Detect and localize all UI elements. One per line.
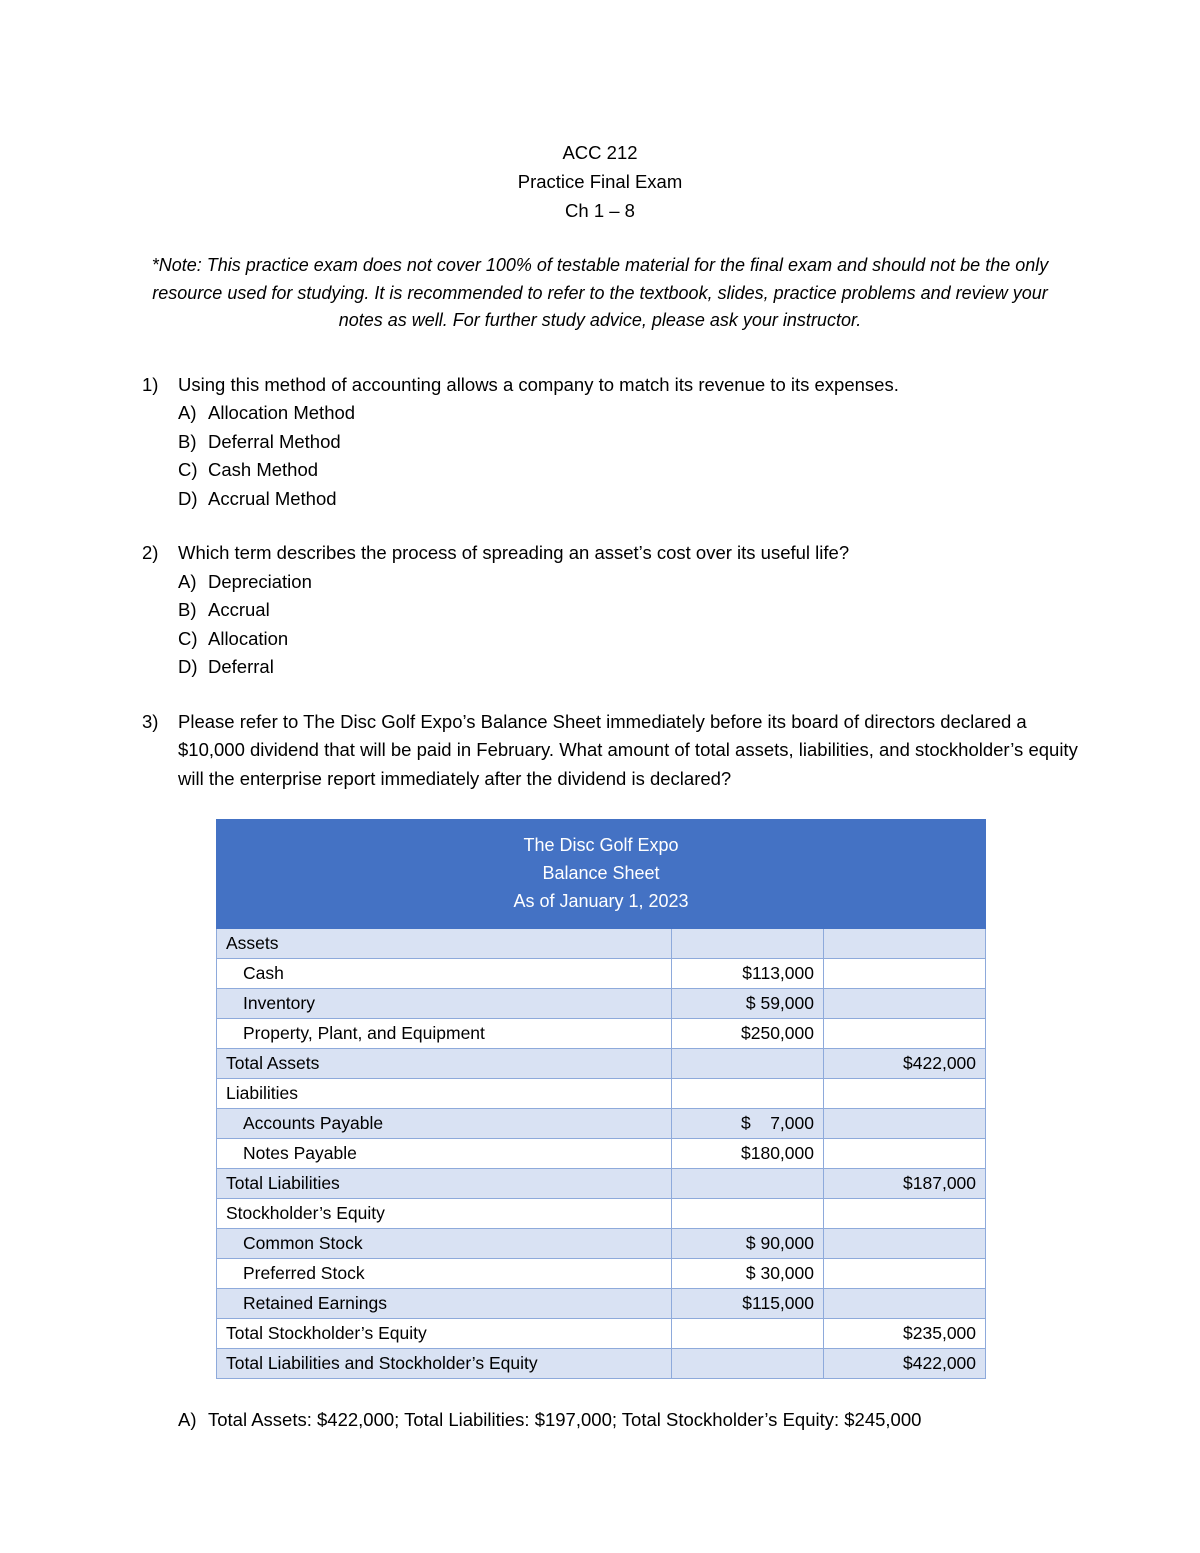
question-1-option-d[interactable]: [0, 485, 1200, 514]
balance-sheet-header-row: [217, 820, 986, 929]
question-3-option-a[interactable]: [0, 1406, 1200, 1435]
row-total: $422,000: [824, 1049, 986, 1079]
option-label: Depreciation: [208, 570, 312, 592]
table-row: [217, 1229, 986, 1259]
row-total: [824, 959, 986, 989]
row-label: Liabilities: [217, 1079, 672, 1109]
row-label: Assets: [217, 929, 672, 959]
document-title-block: [0, 0, 1200, 225]
question-1-option-a[interactable]: [0, 399, 1200, 428]
option-label: Allocation: [208, 627, 289, 649]
row-label: Retained Earnings: [217, 1289, 672, 1319]
row-total: [824, 1019, 986, 1049]
table-row: [217, 1259, 986, 1289]
table-row: [217, 1019, 986, 1049]
question-item-1: [0, 371, 1200, 514]
row-label: Cash: [217, 959, 672, 989]
table-row: [217, 1109, 986, 1139]
option-label: Accrual: [208, 599, 270, 620]
row-amount: [672, 1199, 824, 1229]
question-1-option-b[interactable]: [0, 428, 1200, 457]
option-marker: D): [178, 487, 198, 509]
table-row: [217, 959, 986, 989]
table-row: [217, 1139, 986, 1169]
row-total: $235,000: [824, 1319, 986, 1349]
row-total: [824, 1079, 986, 1109]
option-label: Accrual Method: [208, 487, 337, 509]
table-row: [217, 929, 986, 959]
row-total: [824, 1229, 986, 1259]
title-line-chapters: Ch 1 – 8: [565, 200, 635, 221]
title-line-course: ACC 212: [562, 142, 638, 163]
question-2-text: Which term describes the process of spreading an asset’s cost over its useful life?: [178, 542, 850, 563]
option-label: Cash Method: [208, 459, 319, 480]
header-statement-type: Balance Sheet: [542, 863, 660, 883]
question-3-text: Please refer to The Disc Golf Expo’s Balance Sheet immediately before its board of directors declared a $10,000 dividend that will be paid in February. What amount of total assets, liabilities, and stockholder’s equity will the enterprise report immediately after the dividend is declared?: [178, 710, 1078, 789]
row-amount: [672, 1049, 824, 1079]
table-row: [217, 1199, 986, 1229]
row-amount: [672, 1079, 824, 1109]
row-label: Total Liabilities and Stockholder’s Equity: [217, 1349, 672, 1379]
balance-sheet-header: [217, 820, 986, 929]
row-label: Total Assets: [217, 1049, 672, 1079]
row-total: [824, 1139, 986, 1169]
row-label: Accounts Payable: [217, 1109, 672, 1139]
option-label: Deferral: [208, 656, 274, 677]
row-label: Total Stockholder’s Equity: [217, 1319, 672, 1349]
row-label: Stockholder’s Equity: [217, 1199, 672, 1229]
table-row: [217, 1169, 986, 1199]
row-label: Preferred Stock: [217, 1259, 672, 1289]
table-row: [217, 1289, 986, 1319]
question-item-3: [0, 708, 1200, 794]
row-amount: $ 7,000: [672, 1109, 824, 1139]
row-amount: $180,000: [672, 1139, 824, 1169]
row-label: Inventory: [217, 989, 672, 1019]
question-2-option-d[interactable]: [0, 653, 1200, 682]
row-label: Property, Plant, and Equipment: [217, 1019, 672, 1049]
practice-exam-note: *Note: This practice exam does not cover 100% of testable material for the final exam and should not be the only resource used for studying. It is recommended to refer to the textbook, slides, practice problems and review your notes as well. For further study advice, please ask your instructor.: [151, 255, 1049, 330]
option-marker: A): [178, 570, 197, 592]
question-2-prompt: [0, 539, 1200, 568]
row-amount: [672, 929, 824, 959]
row-amount: $115,000: [672, 1289, 824, 1319]
question-2-option-a[interactable]: [0, 568, 1200, 597]
row-amount: [672, 1319, 824, 1349]
row-label: Common Stock: [217, 1229, 672, 1259]
row-amount: [672, 1349, 824, 1379]
row-total: [824, 989, 986, 1019]
table-row: [217, 1349, 986, 1379]
row-total: $422,000: [824, 1349, 986, 1379]
question-1-marker: 1): [142, 373, 159, 395]
question-1-text: Using this method of accounting allows a company to match its revenue to its expenses.: [178, 373, 899, 395]
table-row: [217, 1049, 986, 1079]
question-2-marker: 2): [142, 542, 159, 563]
option-label: Deferral Method: [208, 430, 341, 452]
row-amount: $113,000: [672, 959, 824, 989]
question-item-2: [0, 539, 1200, 682]
row-total: [824, 1109, 986, 1139]
question-1-option-c[interactable]: [0, 456, 1200, 485]
balance-sheet-body: [217, 929, 986, 1379]
option-marker: D): [178, 656, 198, 677]
title-line-exam: Practice Final Exam: [517, 171, 683, 192]
row-amount: $ 30,000: [672, 1259, 824, 1289]
question-3-prompt: [0, 708, 1200, 794]
question-1-prompt: [0, 371, 1200, 400]
option-label: Total Assets: $422,000; Total Liabilities: $197,000; Total Stockholder’s Equity: $245,000: [208, 1409, 922, 1430]
option-marker: C): [178, 459, 198, 480]
row-total: $187,000: [824, 1169, 986, 1199]
balance-sheet-container: [0, 819, 1200, 1379]
table-row: [217, 1079, 986, 1109]
header-statement-date: As of January 1, 2023: [513, 891, 689, 911]
question-3-marker: 3): [142, 710, 159, 732]
option-marker: B): [178, 430, 197, 452]
option-marker: A): [178, 402, 197, 423]
table-row: [217, 1319, 986, 1349]
row-amount: [672, 1169, 824, 1199]
row-amount: $250,000: [672, 1019, 824, 1049]
row-total: [824, 1199, 986, 1229]
question-2-option-b[interactable]: [0, 596, 1200, 625]
row-total: [824, 1289, 986, 1319]
row-total: [824, 929, 986, 959]
option-label: Allocation Method: [208, 402, 356, 423]
option-marker: A): [178, 1409, 197, 1430]
row-amount: $ 59,000: [672, 989, 824, 1019]
row-amount: $ 90,000: [672, 1229, 824, 1259]
questions-list: [0, 371, 1200, 794]
table-row: [217, 989, 986, 1019]
option-marker: B): [178, 599, 197, 620]
row-total: [824, 1259, 986, 1289]
question-2-option-c[interactable]: [0, 625, 1200, 654]
balance-sheet-table: [216, 819, 986, 1379]
row-label: Total Liabilities: [217, 1169, 672, 1199]
header-company-name: The Disc Golf Expo: [523, 835, 679, 855]
option-marker: C): [178, 627, 198, 649]
row-label: Notes Payable: [217, 1139, 672, 1169]
